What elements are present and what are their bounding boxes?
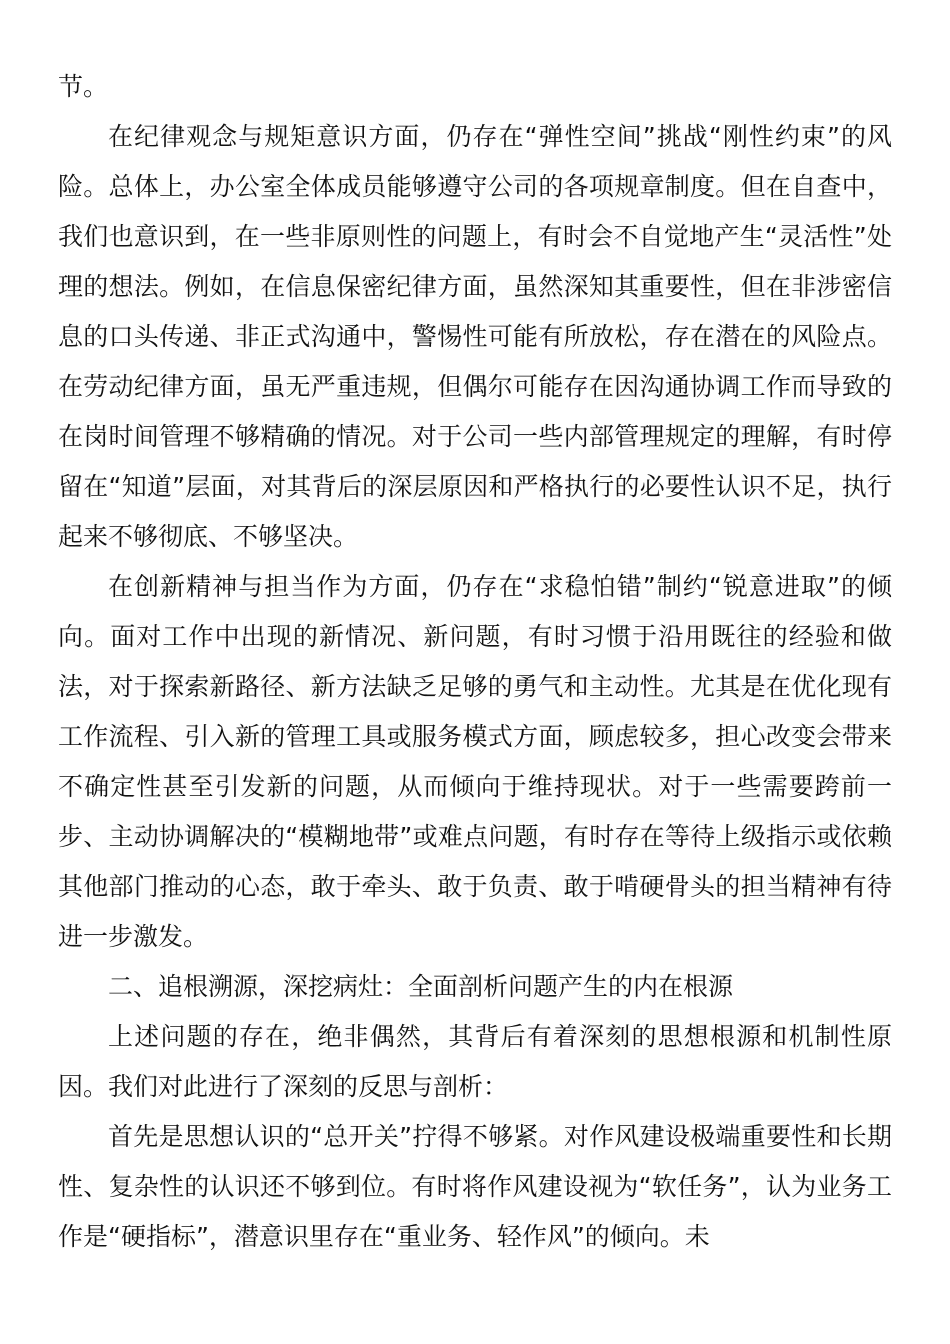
paragraph-ideological-awareness: 首先是思想认识的“总开关”拧得不够紧。对作风建设极端重要性和长期性、复杂性的认识还不够到位。有时将作风建设视为“软任务”，认为业务工作是“硬指标”，潜意识里存在“重业务、轻作风”的倾向。未 bbox=[58, 1122, 892, 1251]
document-page bbox=[58, 62, 892, 1262]
paragraph-root-cause-intro: 上述问题的存在，绝非偶然，其背后有着深刻的思想根源和机制性原因。我们对此进行了深刻的反思与剖析： bbox=[58, 1022, 892, 1101]
paragraph-discipline: 在纪律观念与规矩意识方面，仍存在“弹性空间”挑战“刚性约束”的风险。总体上，办公室全体成员能够遵守公司的各项规章制度。但在自查中，我们也意识到，在一些非原则性的问题上，有时会不自觉地产生“灵活性”处理的想法。例如，在信息保密纪律方面，虽然深知其重要性，但在非涉密信息的口头传递、非正式沟通中，警惕性可能有所放松，存在潜在的风险点。在劳动纪律方面，虽无严重违规，但偶尔可能存在因沟通协调工作而导致的在岗时间管理不够精确的情况。对于公司一些内部管理规定的理解，有时停留在“知道”层面，对其背后的深层原因和严格执行的必要性认识不足，执行起来不够彻底、不够坚决。 bbox=[58, 122, 892, 551]
section-heading: 二、追根溯源，深挖病灶：全面剖析问题产生的内在根源 bbox=[108, 972, 734, 1001]
paragraph-innovation: 在创新精神与担当作为方面，仍存在“求稳怕错”制约“锐意进取”的倾向。面对工作中出现的新情况、新问题，有时习惯于沿用既往的经验和做法，对于探索新路径、新方法缺乏足够的勇气和主动性。尤其是在优化现有工作流程、引入新的管理工具或服务模式方面，顾虑较多，担心改变会带来不确定性甚至引发新的问题，从而倾向于维持现状。对于一些需要跨前一步、主动协调解决的“模糊地带”或难点问题，有时存在等待上级指示或依赖其他部门推动的心态，敢于牵头、敢于负责、敢于啃硬骨头的担当精神有待进一步激发。 bbox=[58, 572, 892, 951]
paragraph-continuation: 节。 bbox=[58, 72, 109, 101]
